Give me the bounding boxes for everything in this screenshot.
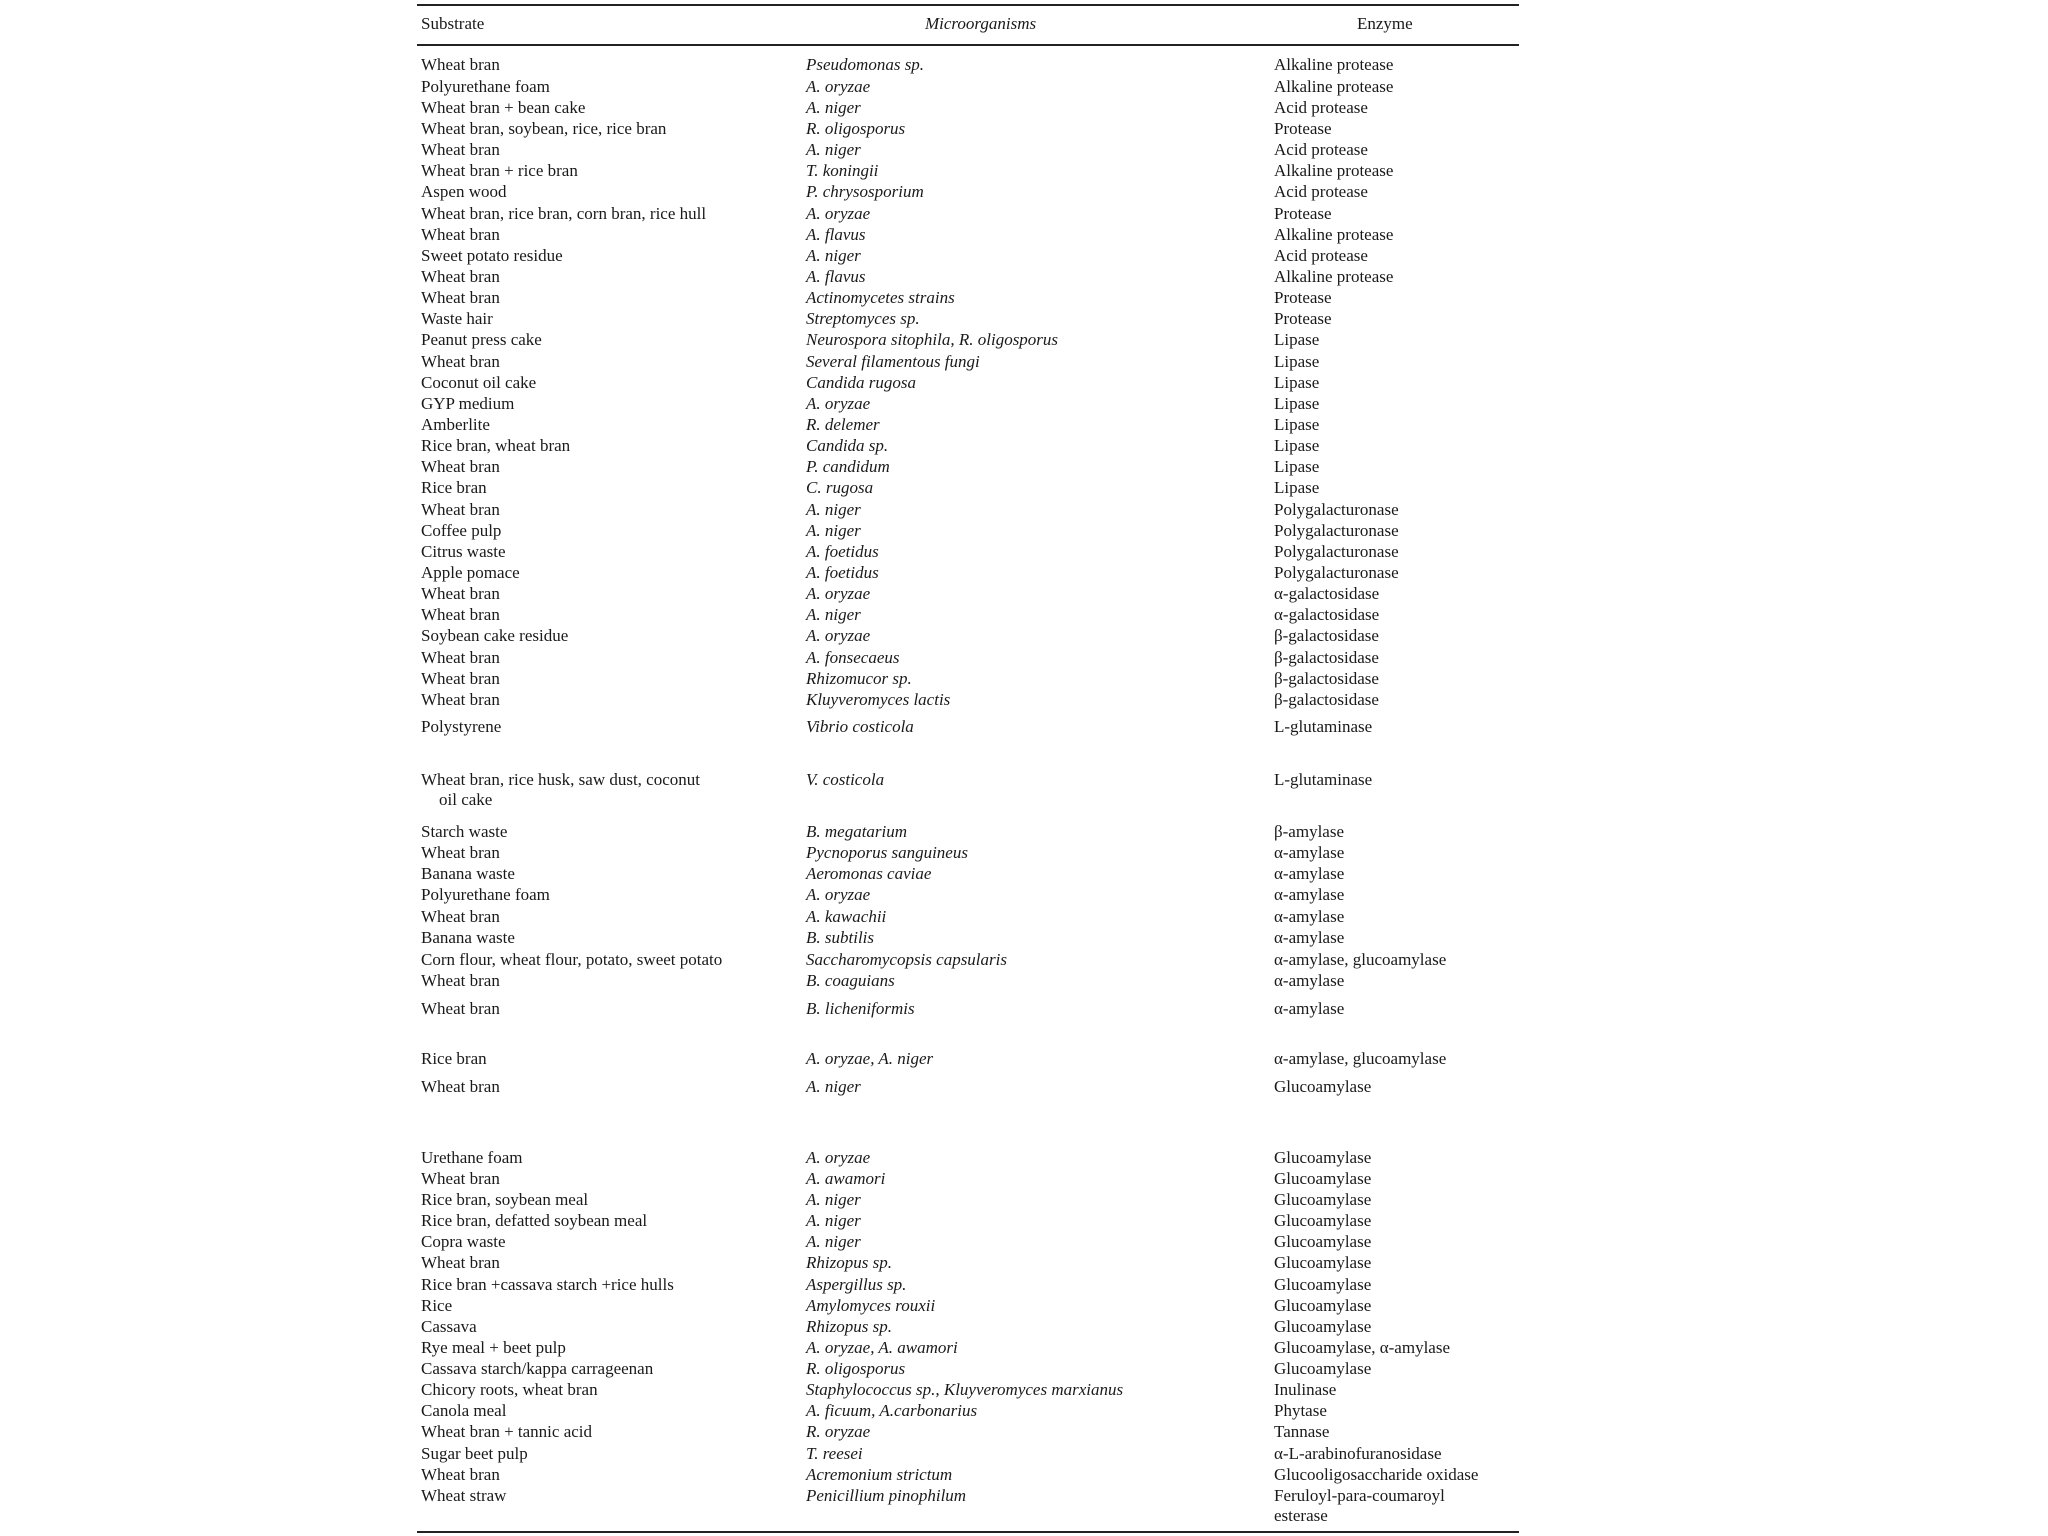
microorganism-cell: R. oryzae bbox=[806, 1422, 871, 1441]
enzyme-cell: Glucoamylase bbox=[1274, 1169, 1372, 1188]
substrate-cell: Corn flour, wheat flour, potato, sweet potato bbox=[421, 950, 723, 969]
microorganism-cell: B. licheniformis bbox=[806, 999, 915, 1018]
microorganism-cell: Rhizopus sp. bbox=[806, 1253, 892, 1272]
enzyme-cell: Glucoamylase bbox=[1274, 1077, 1372, 1096]
header-rule bbox=[417, 44, 1519, 46]
microorganism-cell: Pseudomonas sp. bbox=[806, 55, 925, 74]
enzyme-cell: Alkaline protease bbox=[1274, 225, 1394, 244]
substrate-cell: Copra waste bbox=[421, 1232, 506, 1251]
enzyme-cell: α-L-arabinofuranosidase bbox=[1274, 1444, 1442, 1463]
substrate-cell: Wheat bran bbox=[421, 669, 500, 688]
substrate-cell: Wheat bran, rice bran, corn bran, rice hull bbox=[421, 204, 707, 223]
microorganism-cell: A. flavus bbox=[806, 225, 866, 244]
substrate-cell: Wheat bran, soybean, rice, rice bran bbox=[421, 119, 667, 138]
microorganism-cell: T. reesei bbox=[806, 1444, 863, 1463]
enzyme-cell: Lipase bbox=[1274, 415, 1320, 434]
substrate-cell: Wheat bran bbox=[421, 999, 500, 1018]
microorganism-cell: Aspergillus sp. bbox=[806, 1275, 907, 1294]
substrate-cell: Coconut oil cake bbox=[421, 373, 537, 392]
substrate-cell: Wheat bran bbox=[421, 225, 500, 244]
microorganism-cell: A. niger bbox=[806, 500, 861, 519]
enzyme-cell: Glucoamylase bbox=[1274, 1275, 1372, 1294]
substrate-cell: Wheat bran bbox=[421, 690, 500, 709]
microorganism-cell: A. niger bbox=[806, 98, 861, 117]
substrate-cell: Wheat bran bbox=[421, 605, 500, 624]
microorganism-cell: A. oryzae bbox=[806, 204, 871, 223]
enzyme-cell: Inulinase bbox=[1274, 1380, 1337, 1399]
enzyme-cell: L-glutaminase bbox=[1274, 770, 1373, 789]
microorganism-cell: A. niger bbox=[806, 605, 861, 624]
enzyme-cell: Lipase bbox=[1274, 478, 1320, 497]
microorganism-cell: Neurospora sitophila, R. oligosporus bbox=[806, 330, 1059, 349]
enzyme-cell: Lipase bbox=[1274, 436, 1320, 455]
enzyme-cell: Alkaline protease bbox=[1274, 55, 1394, 74]
enzyme-cell: Protease bbox=[1274, 309, 1332, 328]
substrate-cell: Wheat bran bbox=[421, 971, 500, 990]
microorganism-cell: A. foetidus bbox=[806, 563, 879, 582]
substrate-cell: Wheat bran bbox=[421, 648, 500, 667]
substrate-cell: Chicory roots, wheat bran bbox=[421, 1380, 598, 1399]
microorganism-cell: Amylomyces rouxii bbox=[806, 1296, 936, 1315]
microorganism-cell: Aeromonas caviae bbox=[806, 864, 932, 883]
microorganism-cell: Staphylococcus sp., Kluyveromyces marxianus bbox=[806, 1380, 1124, 1399]
enzyme-cell: Alkaline protease bbox=[1274, 161, 1394, 180]
microorganism-cell: Kluyveromyces lactis bbox=[806, 690, 951, 709]
microorganism-cell: A. awamori bbox=[806, 1169, 886, 1188]
substrate-cell: Wheat bran bbox=[421, 55, 500, 74]
substrate-cell: Waste hair bbox=[421, 309, 493, 328]
microorganism-cell: A. oryzae, A. niger bbox=[806, 1049, 934, 1068]
microorganism-cell: Actinomycetes strains bbox=[806, 288, 955, 307]
microorganism-cell: Several filamentous fungi bbox=[806, 352, 980, 371]
enzyme-cell: Polygalacturonase bbox=[1274, 500, 1399, 519]
substrate-cell: Coffee pulp bbox=[421, 521, 502, 540]
substrate-cell: Wheat bran + bean cake bbox=[421, 98, 586, 117]
enzyme-cell: Lipase bbox=[1274, 373, 1320, 392]
substrate-cell: Rice bran, soybean meal bbox=[421, 1190, 589, 1209]
enzyme-cell: α-amylase bbox=[1274, 864, 1345, 883]
substrate-cell: Polystyrene bbox=[421, 717, 502, 736]
enzyme-cell: Glucoamylase bbox=[1274, 1211, 1372, 1230]
substrate-cell: Wheat bran bbox=[421, 267, 500, 286]
enzyme-cell: β-galactosidase bbox=[1274, 669, 1379, 688]
substrate-cell: Wheat bran bbox=[421, 352, 500, 371]
microorganism-cell: A. niger bbox=[806, 1077, 861, 1096]
microorganism-cell: A. oryzae bbox=[806, 626, 871, 645]
enzyme-cell: α-galactosidase bbox=[1274, 605, 1380, 624]
microorganism-cell: A. oryzae bbox=[806, 77, 871, 96]
microorganism-cell: B. megatarium bbox=[806, 822, 908, 841]
microorganism-cell: Acremonium strictum bbox=[806, 1465, 953, 1484]
enzyme-cell: Glucoamylase, α-amylase bbox=[1274, 1338, 1451, 1357]
enzyme-cell: Feruloyl-para-coumaroyl bbox=[1274, 1486, 1445, 1505]
microorganism-cell: Saccharomycopsis capsularis bbox=[806, 950, 1007, 969]
header-microorganisms: Microorganisms bbox=[925, 14, 1037, 33]
enzyme-cell: Glucoamylase bbox=[1274, 1190, 1372, 1209]
microorganism-cell: Rhizopus sp. bbox=[806, 1317, 892, 1336]
enzyme-cell: Polygalacturonase bbox=[1274, 563, 1399, 582]
enzyme-cell: Lipase bbox=[1274, 394, 1320, 413]
enzyme-cell: Protease bbox=[1274, 204, 1332, 223]
enzyme-cell: Protease bbox=[1274, 119, 1332, 138]
substrate-cell: Soybean cake residue bbox=[421, 626, 569, 645]
microorganism-cell: A. oryzae bbox=[806, 394, 871, 413]
substrate-cell: Rice bran bbox=[421, 1049, 487, 1068]
substrate-cell: Amberlite bbox=[421, 415, 490, 434]
substrate-cell: Citrus waste bbox=[421, 542, 506, 561]
microorganism-cell: T. koningii bbox=[806, 161, 879, 180]
enzyme-cell: Glucooligosaccharide oxidase bbox=[1274, 1465, 1479, 1484]
enzyme-cell: α-galactosidase bbox=[1274, 584, 1380, 603]
enzyme-cell: α-amylase bbox=[1274, 885, 1345, 904]
microorganism-cell: C. rugosa bbox=[806, 478, 874, 497]
enzyme-cell: α-amylase, glucoamylase bbox=[1274, 1049, 1447, 1068]
enzyme-cell: β-amylase bbox=[1274, 822, 1345, 841]
substrate-cell: Aspen wood bbox=[421, 182, 507, 201]
enzyme-cell: α-amylase, glucoamylase bbox=[1274, 950, 1447, 969]
substrate-cell: Polyurethane foam bbox=[421, 885, 550, 904]
substrate-cell: Wheat bran bbox=[421, 1465, 500, 1484]
enzyme-cell: α-amylase bbox=[1274, 999, 1345, 1018]
enzyme-cell: Lipase bbox=[1274, 330, 1320, 349]
microorganism-cell: R. delemer bbox=[806, 415, 880, 434]
microorganism-cell: A. niger bbox=[806, 140, 861, 159]
microorganism-cell: A. niger bbox=[806, 1190, 861, 1209]
enzyme-cell: Phytase bbox=[1274, 1401, 1327, 1420]
substrate-cell: GYP medium bbox=[421, 394, 515, 413]
substrate-cell: Wheat bran bbox=[421, 843, 500, 862]
enzyme-cell: Protease bbox=[1274, 288, 1332, 307]
microorganism-cell: Streptomyces sp. bbox=[806, 309, 920, 328]
enzyme-cell: Polygalacturonase bbox=[1274, 521, 1399, 540]
substrate-cell-continuation: oil cake bbox=[439, 790, 493, 809]
enzyme-cell: α-amylase bbox=[1274, 928, 1345, 947]
bottom-rule bbox=[417, 1531, 1519, 1533]
substrate-cell: Wheat bran bbox=[421, 1169, 500, 1188]
microorganism-cell: P. candidum bbox=[806, 457, 890, 476]
microorganism-cell: B. subtilis bbox=[806, 928, 875, 947]
microorganism-cell: R. oligosporus bbox=[806, 1359, 906, 1378]
microorganism-cell: Penicillium pinophilum bbox=[806, 1486, 967, 1505]
substrate-cell: Rice bran +cassava starch +rice hulls bbox=[421, 1275, 674, 1294]
enzyme-cell: β-galactosidase bbox=[1274, 626, 1379, 645]
substrate-cell: Rice bran, wheat bran bbox=[421, 436, 571, 455]
header-enzyme: Enzyme bbox=[1357, 14, 1413, 33]
microorganism-cell: A. oryzae bbox=[806, 1148, 871, 1167]
substrate-cell: Rice bbox=[421, 1296, 453, 1315]
enzyme-cell: Tannase bbox=[1274, 1422, 1330, 1441]
substrate-cell: Rye meal + beet pulp bbox=[421, 1338, 566, 1357]
enzyme-cell: Glucoamylase bbox=[1274, 1359, 1372, 1378]
microorganism-cell: A. oryzae bbox=[806, 584, 871, 603]
substrate-cell: Apple pomace bbox=[421, 563, 520, 582]
microorganism-cell: B. coaguians bbox=[806, 971, 895, 990]
microorganism-cell: A. oryzae bbox=[806, 885, 871, 904]
substrate-cell: Wheat bran bbox=[421, 500, 500, 519]
substrate-cell: Peanut press cake bbox=[421, 330, 542, 349]
substrate-cell: Wheat bran + rice bran bbox=[421, 161, 578, 180]
substrate-cell: Wheat bran bbox=[421, 1253, 500, 1272]
enzyme-cell: Lipase bbox=[1274, 457, 1320, 476]
microorganism-cell: A. foetidus bbox=[806, 542, 879, 561]
enzyme-cell-continuation: esterase bbox=[1274, 1506, 1328, 1525]
enzyme-cell: Alkaline protease bbox=[1274, 267, 1394, 286]
enzyme-cell: Glucoamylase bbox=[1274, 1148, 1372, 1167]
microorganism-cell: A. niger bbox=[806, 1211, 861, 1230]
top-rule bbox=[417, 4, 1519, 6]
substrate-cell: Wheat bran bbox=[421, 140, 500, 159]
substrate-cell: Sugar beet pulp bbox=[421, 1444, 528, 1463]
microorganism-cell: A. niger bbox=[806, 521, 861, 540]
microorganism-cell: R. oligosporus bbox=[806, 119, 906, 138]
substrate-cell: Canola meal bbox=[421, 1401, 507, 1420]
microorganism-cell: Candida rugosa bbox=[806, 373, 917, 392]
enzyme-cell: Glucoamylase bbox=[1274, 1232, 1372, 1251]
substrate-cell: Sweet potato residue bbox=[421, 246, 563, 265]
substrate-cell: Starch waste bbox=[421, 822, 508, 841]
microorganism-cell: Pycnoporus sanguineus bbox=[806, 843, 968, 862]
enzyme-cell: Lipase bbox=[1274, 352, 1320, 371]
microorganism-cell: A. ficuum, A.carbonarius bbox=[806, 1401, 978, 1420]
enzyme-cell: Alkaline protease bbox=[1274, 77, 1394, 96]
microorganism-cell: A. kawachii bbox=[806, 907, 887, 926]
substrate-cell: Banana waste bbox=[421, 864, 515, 883]
enzyme-cell: Acid protease bbox=[1274, 140, 1368, 159]
enzyme-cell: L-glutaminase bbox=[1274, 717, 1373, 736]
substrate-cell: Cassava starch/kappa carrageenan bbox=[421, 1359, 654, 1378]
microorganism-cell: A. fonsecaeus bbox=[806, 648, 900, 667]
substrate-cell: Urethane foam bbox=[421, 1148, 523, 1167]
microorganism-cell: Vibrio costicola bbox=[806, 717, 914, 736]
microorganism-cell: Candida sp. bbox=[806, 436, 889, 455]
enzyme-cell: β-galactosidase bbox=[1274, 690, 1379, 709]
enzyme-cell: α-amylase bbox=[1274, 843, 1345, 862]
microorganism-cell: V. costicola bbox=[806, 770, 885, 789]
substrate-cell: Cassava bbox=[421, 1317, 477, 1336]
substrate-cell: Wheat bran bbox=[421, 457, 500, 476]
substrate-cell: Wheat bran bbox=[421, 288, 500, 307]
enzyme-cell: Polygalacturonase bbox=[1274, 542, 1399, 561]
enzyme-cell: α-amylase bbox=[1274, 907, 1345, 926]
enzyme-cell: Acid protease bbox=[1274, 246, 1368, 265]
enzyme-cell: Glucoamylase bbox=[1274, 1317, 1372, 1336]
substrate-cell: Banana waste bbox=[421, 928, 515, 947]
substrate-cell: Wheat bran + tannic acid bbox=[421, 1422, 593, 1441]
substrate-cell: Rice bran bbox=[421, 478, 487, 497]
substrate-cell: Polyurethane foam bbox=[421, 77, 550, 96]
substrate-cell: Wheat bran bbox=[421, 1077, 500, 1096]
header-substrate: Substrate bbox=[421, 14, 485, 33]
enzyme-cell: β-galactosidase bbox=[1274, 648, 1379, 667]
enzyme-cell: Glucoamylase bbox=[1274, 1296, 1372, 1315]
microorganism-cell: A. niger bbox=[806, 1232, 861, 1251]
enzyme-cell: Acid protease bbox=[1274, 98, 1368, 117]
substrate-cell: Wheat bran, rice husk, saw dust, coconut bbox=[421, 770, 700, 789]
substrate-cell: Wheat straw bbox=[421, 1486, 507, 1505]
substrate-cell: Wheat bran bbox=[421, 907, 500, 926]
microorganism-cell: P. chrysosporium bbox=[806, 182, 924, 201]
substrate-cell: Wheat bran bbox=[421, 584, 500, 603]
microorganism-cell: A. niger bbox=[806, 246, 861, 265]
microorganism-cell: A. flavus bbox=[806, 267, 866, 286]
enzyme-cell: α-amylase bbox=[1274, 971, 1345, 990]
microorganism-cell: Rhizomucor sp. bbox=[806, 669, 912, 688]
substrate-cell: Rice bran, defatted soybean meal bbox=[421, 1211, 648, 1230]
enzyme-cell: Glucoamylase bbox=[1274, 1253, 1372, 1272]
microorganism-cell: A. oryzae, A. awamori bbox=[806, 1338, 958, 1357]
enzyme-cell: Acid protease bbox=[1274, 182, 1368, 201]
